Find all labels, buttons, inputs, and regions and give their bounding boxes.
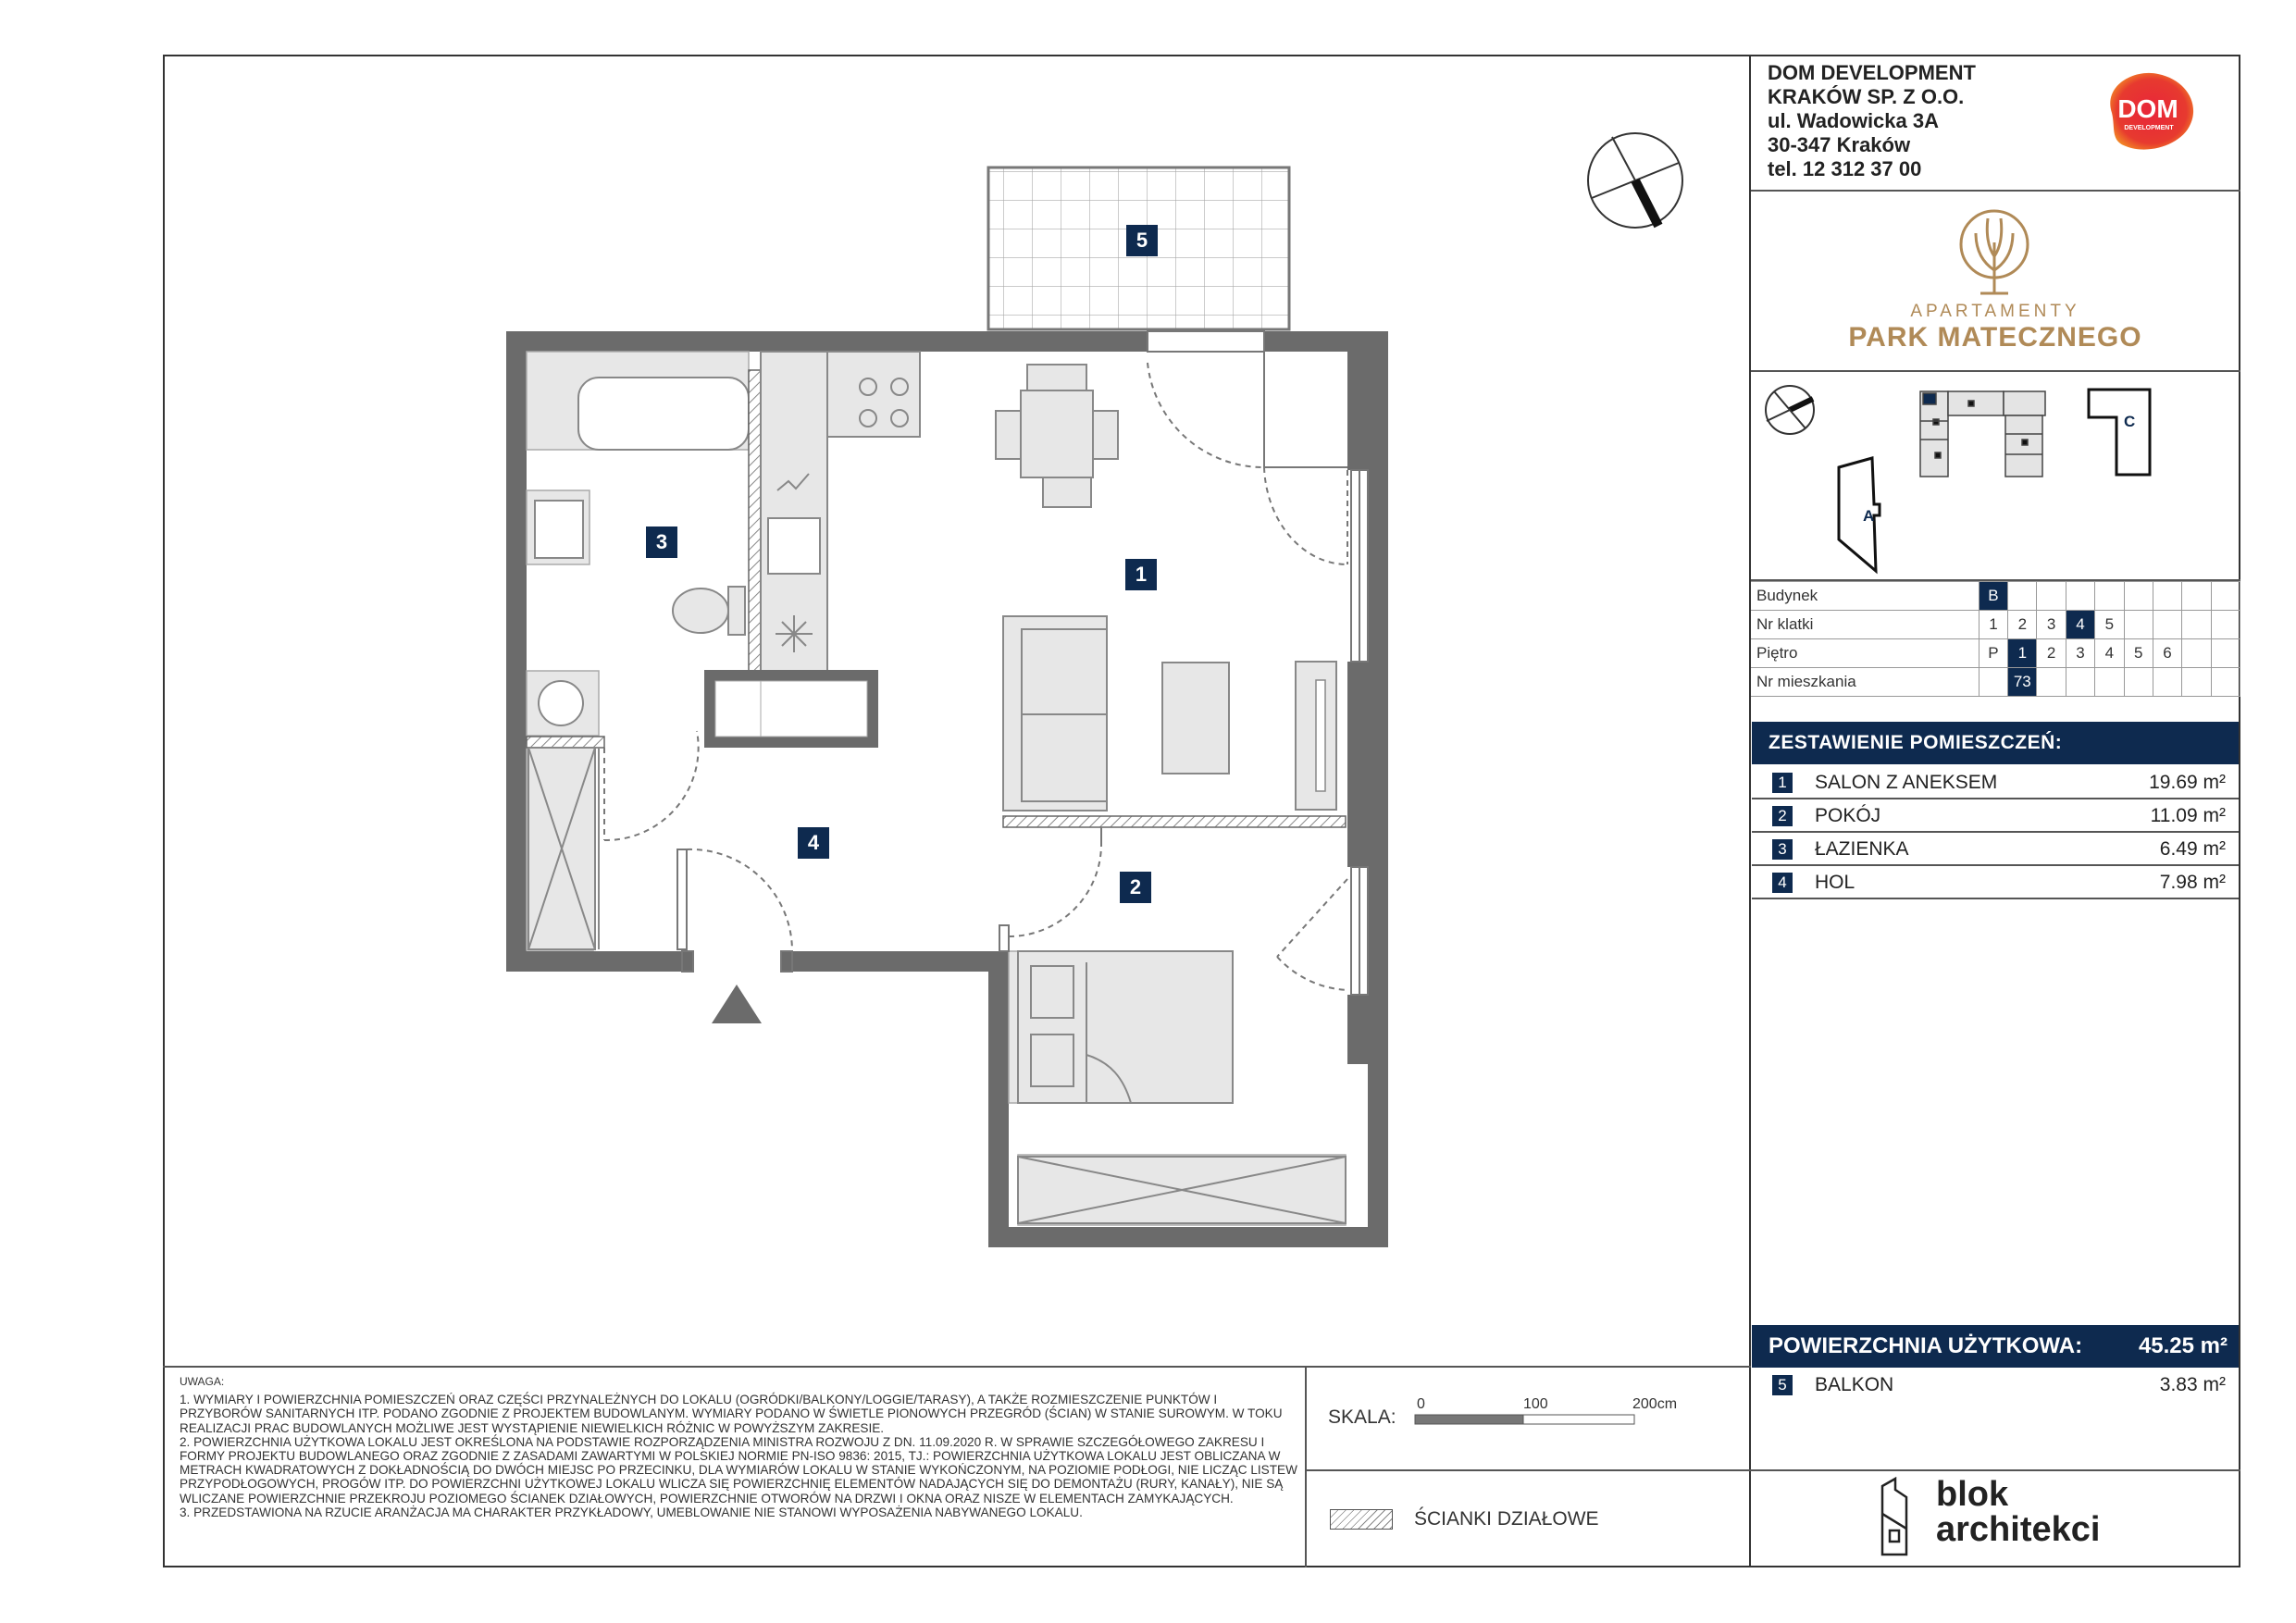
balcony-name: BALKON [1815,1374,1894,1395]
exterior-walls [506,331,1388,1247]
tv-cabinet [1296,662,1336,810]
scale-tick-200: 200cm [1632,1396,1678,1412]
selector-cell[interactable]: 3 [2037,611,2066,639]
partition-walls-label: ŚCIANKI DZIAŁOWE [1414,1508,1599,1530]
coffee-table [1162,663,1229,774]
selector-row-label: Nr mieszkania [1751,668,1979,697]
usable-area-label: POWIERZCHNIA UŻYTKOWA: [1769,1333,2083,1358]
room-num: 4 [1772,873,1793,893]
selector-cell[interactable]: 4 [2095,639,2124,668]
company-phone: tel. 12 312 37 00 [1768,157,1922,180]
logo-sub: DEVELOPMENT [2124,125,2174,131]
architect-line1: blok [1936,1475,2009,1514]
company-name-2: KRAKÓW SP. Z O.O. [1768,85,1965,108]
project-line1: APARTAMENTY [1910,302,2080,321]
selector-cell[interactable]: 5 [2124,639,2153,668]
company-street: ul. Wadowicka 3A [1768,109,1940,132]
room-num: 2 [1772,806,1793,826]
room-area: 19.69 m² [2149,772,2226,793]
kitchen-island [704,670,878,748]
selector-cell[interactable]: 1 [2008,639,2037,668]
company-city: 30-347 Kraków [1768,133,1911,156]
selector-row-label: Budynek [1751,582,1979,611]
entrance-arrow-icon [712,985,762,1023]
note-item: 1. WYMIARY I POWIERZCHNIA POMIESZCZEŃ ORAZ CZĘŚCI PRZYNALEŻNYCH DO LOKALU (OGRÓDKI/BALKONY/LOGGIE/TARASY), A TAKŻE ROZMIESZCZENIE PUNKTÓW I PRZYBORÓW SANITARNYCH ITP. PODANO ZGODNIE Z PROJEKTEM BUDOWLANYM. WYMIARY PODANO W ŚWIETLE PIONOWYCH PRZEGRÓD (ŚCIAN) W STANIE SUROWYM. W TOKU REALIZACJI PRAC BUDOWLANYCH MOŻLIWE JEST WYSTĄPIENIE NIEWIELKICH RÓŻNIC W POWYŻSZYM ZAKRESIE. [180,1393,1283,1435]
bathroom-sink [535,501,583,558]
room-num: 1 [1772,773,1793,793]
selector-row-label: Piętro [1751,639,1979,668]
room-area: 11.09 m² [2150,805,2226,826]
plan-tag-4: 4 [798,827,829,859]
building-a-label: A [1863,507,1875,525]
room-name: SALON Z ANEKSEM [1815,772,1998,793]
sofa [1003,616,1107,811]
balcony-door-opening [1148,331,1264,352]
selector-cell[interactable]: P [1979,639,2007,668]
project-line2: PARK MATECZNEGO [1848,322,2142,353]
selector-cell[interactable]: 1 [1979,611,2007,639]
selector-cell[interactable]: 2 [2008,611,2037,639]
selector-cell[interactable]: 2 [2037,639,2066,668]
kitchen [761,352,920,671]
selector-cell[interactable]: 4 [2066,611,2094,639]
plan-tag-1: 1 [1125,559,1157,590]
scale-tick-0: 0 [1417,1396,1425,1412]
selector-cell[interactable]: B [1979,582,2007,611]
balcony-num: 5 [1772,1375,1793,1395]
room-area: 6.49 m² [2159,838,2226,860]
notes-title: UWAGA: [180,1375,225,1388]
logo-text: DOM [2117,94,2178,123]
note-item: 3. PRZEDSTAWIONA NA RZUCIE ARANŻACJA MA CHARAKTER PRZYKŁADOWY, UMEBLOWANIE NIE STANOWI WYPOSAŻENIA NABYWANEGO LOKALU. [180,1505,1083,1519]
architect-line2: architekci [1936,1510,2101,1549]
room-area: 7.98 m² [2159,872,2226,893]
room-num: 3 [1772,839,1793,860]
bedroom-wardrobe [1018,1157,1346,1223]
room-name: HOL [1815,872,1855,893]
room-name: POKÓJ [1815,805,1881,826]
selector-cell[interactable]: 5 [2095,611,2124,639]
selector-cell[interactable]: 6 [2153,639,2181,668]
bathtub [578,378,749,450]
building-c-label: C [2124,413,2136,430]
washing-machine [539,681,583,725]
hall-wardrobe [528,748,599,949]
selector-row-label: Nr klatki [1751,611,1979,639]
room-name: ŁAZIENKA [1815,838,1909,860]
company-name: DOM DEVELOPMENT [1768,61,1976,84]
plan-tag-2: 2 [1120,872,1151,903]
selector-cell[interactable]: 73 [2008,668,2037,697]
note-item: 2. POWIERZCHNIA UŻYTKOWA LOKALU JEST OKREŚLONA NA PODSTAWIE ROZPORZĄDZENIA MINISTRA ROZWOJU Z DN. 11.09.2020 R. W SPRAWIE SZCZEGÓŁOWEGO ZAKRESU I FORMY PROJEKTU BUDOWLANEGO ORAZ ZGODNIE Z ZASADAMI ZAWARTYMI W POLSKIEJ NORMIE PN-ISO 9836: 2015, TJ.: POWIERZCHNIA UŻYTKOWA LOKALU JEST OBLICZANA W METRACH KWADRATOWYCH Z DOKŁADNOŚCIĄ DO DWÓCH MIEJSC PO PRZECINKU, DLA WYMIARÓW LOKALU W STANIE WYKOŃCZONYM, NA POZIOMIE PODŁOGI, NIE LICZĄC LISTEW PRZYPODŁOGOWYCH, PROGÓW ITP. DO POWIERZCHNI UŻYTKOWEJ LOKALU WLICZA SIĘ POWIERZCHNIĘ ELEMENTÓW NADAJĄCYCH SIĘ DO DEMONTAŻU (RURY, KANAŁY), NIE SĄ WLICZANE POWIERZCHNIE PRZEKROJU POZIOMEGO ŚCIANEK DZIAŁOWYCH, POWIERZCHNIE OTWORÓW NA DRZWI I OKNA ORAZ NISZE W ELEMENTACH ZAMYKAJĄCYCH. [180,1434,1297,1505]
toilet [673,587,745,635]
balcony-area: 3.83 m² [2159,1374,2226,1395]
rooms-title: ZESTAWIENIE POMIESZCZEŃ: [1752,722,2239,764]
plan-tag-5: 5 [1126,225,1158,256]
dining-set [996,365,1118,507]
scale-tick-100: 100 [1523,1396,1548,1412]
scale-label: SKALA: [1328,1406,1396,1428]
usable-area-value: 45.25 m² [2138,1333,2228,1358]
selector-cell[interactable]: 3 [2066,639,2094,668]
plan-tag-3: 3 [646,527,677,558]
bed [1018,951,1233,1103]
